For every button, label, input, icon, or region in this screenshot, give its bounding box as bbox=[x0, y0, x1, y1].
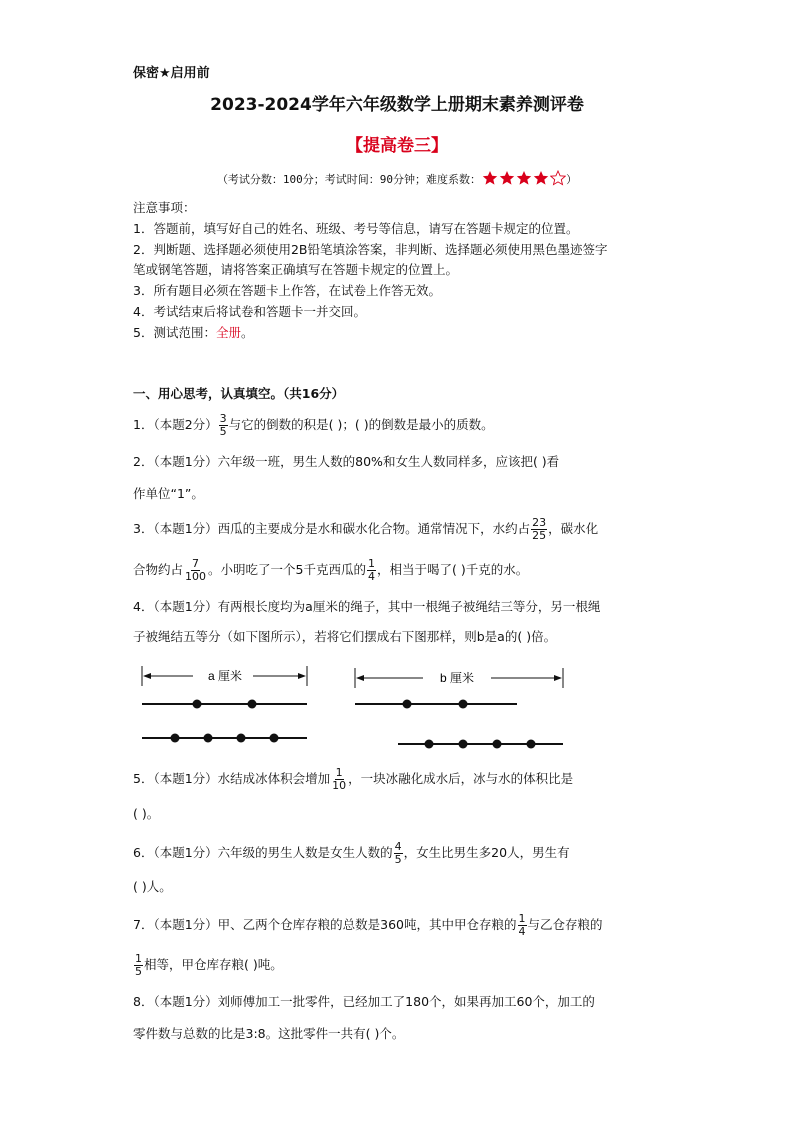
question-5-line-1 bbox=[133, 767, 573, 792]
secret-label: 保密★启用前 bbox=[133, 66, 210, 81]
notes-item: 4．考试结束后将试卷和答题卡一并交回。 bbox=[133, 304, 366, 319]
fraction bbox=[331, 767, 347, 792]
notes-item: 3．所有题目必须在答题卡上作答，在试卷上作答无效。 bbox=[133, 283, 441, 298]
fraction-numerator: 1 bbox=[367, 557, 375, 570]
difficulty-stars bbox=[481, 170, 566, 189]
question-7-line-1 bbox=[133, 913, 603, 938]
right-arrowhead bbox=[554, 675, 562, 681]
question-text: ，相当于喝了( )千克的水。 bbox=[376, 562, 529, 577]
exam-info-prefix: （考试分数：100分；考试时间：90分钟；难度系数： bbox=[216, 173, 482, 186]
question-text: 与乙仓存粮的 bbox=[527, 917, 603, 932]
fraction bbox=[394, 841, 403, 866]
question-text: 相等，甲仓库存粮( )吨。 bbox=[144, 957, 283, 972]
page-title: 2023-2024学年六年级数学上册期末素养测评卷 bbox=[210, 95, 584, 115]
fraction bbox=[367, 558, 376, 583]
question-8-line-1: 8．（本题1分）刘师傅加工一批零件，已经加工了180个，如果再加工60个，加工的 bbox=[133, 994, 595, 1009]
rope-knot bbox=[459, 700, 468, 709]
notes-item: 2．判断题、选择题必须使用2B铅笔填涂答案，非判断、选择题必须使用黑色墨迹签字 bbox=[133, 242, 608, 257]
fraction bbox=[184, 558, 207, 583]
question-3-line-2 bbox=[133, 558, 528, 583]
section-heading: 一、用心思考，认真填空。（共16分） bbox=[133, 386, 345, 401]
rope-knot bbox=[248, 700, 257, 709]
question-text: ，女生比男生多20人，男生有 bbox=[403, 845, 570, 860]
question-7-line-2 bbox=[133, 953, 283, 978]
notes-item: 1．答题前，填写好自己的姓名、班级、考号等信息，请写在答题卡规定的位置。 bbox=[133, 221, 579, 236]
notes-scope bbox=[133, 324, 254, 342]
question-text: 合物约占 bbox=[133, 562, 184, 577]
question-2-line-1: 2．（本题1分）六年级一班，男生人数的80%和女生人数同样多，应该把( )看 bbox=[133, 454, 560, 469]
label-a: a 厘米 bbox=[207, 669, 243, 683]
question-6-line-2: ( )人。 bbox=[133, 879, 172, 894]
question-text: 6．（本题1分）六年级的男生人数是女生人数的 bbox=[133, 845, 393, 860]
exam-info bbox=[0, 170, 794, 189]
fraction-numerator: 3 bbox=[219, 412, 227, 425]
question-text: ，一块冰融化成水后，冰与水的体积比是 bbox=[348, 771, 574, 786]
rope-knot bbox=[204, 734, 213, 743]
question-8-line-2: 零件数与总数的比是3:8。这批零件一共有( )个。 bbox=[133, 1026, 405, 1041]
fraction-numerator: 1 bbox=[518, 912, 526, 925]
star-filled-icon bbox=[482, 170, 498, 186]
fraction-denominator: 5 bbox=[135, 965, 142, 978]
exam-info-suffix: ） bbox=[566, 173, 578, 186]
left-arrowhead bbox=[356, 675, 364, 681]
rope-knot bbox=[270, 734, 279, 743]
left-arrowhead bbox=[143, 673, 151, 679]
notes-item: 笔或钢笔答题，请将答案正确填写在答题卡规定的位置上。 bbox=[133, 262, 459, 277]
fraction-denominator: 5 bbox=[394, 853, 402, 866]
rope-knot bbox=[425, 740, 434, 749]
fraction bbox=[518, 913, 527, 938]
rope-knot bbox=[237, 734, 246, 743]
fraction bbox=[531, 517, 547, 542]
question-4-line-1: 4．（本题1分）有两根长度均为a厘米的绳子，其中一根绳子被绳结三等分，另一根绳 bbox=[133, 599, 601, 614]
question-text: 5．（本题1分）水结成冰体积会增加 bbox=[133, 771, 331, 786]
fraction bbox=[219, 413, 228, 438]
rope-diagram-svg bbox=[133, 658, 573, 758]
star-filled-icon bbox=[499, 170, 515, 186]
fraction-numerator: 1 bbox=[135, 952, 142, 965]
fraction bbox=[134, 953, 143, 978]
question-1 bbox=[133, 413, 494, 438]
right-arrowhead bbox=[298, 673, 306, 679]
fraction-denominator: 5 bbox=[219, 425, 227, 438]
fraction-numerator: 1 bbox=[335, 766, 343, 779]
rope-knot bbox=[493, 740, 502, 749]
question-text: 7．（本题1分）甲、乙两个仓库存粮的总数是360吨，其中甲仓存粮的 bbox=[133, 917, 517, 932]
question-5-line-2: ( )。 bbox=[133, 806, 160, 821]
rope-knot bbox=[171, 734, 180, 743]
fraction-numerator: 4 bbox=[394, 840, 402, 853]
question-text: 与它的倒数的积是( )；( )的倒数是最小的质数。 bbox=[228, 417, 494, 432]
rope-diagram bbox=[133, 658, 573, 758]
question-text: 。小明吃了一个5千克西瓜的 bbox=[208, 562, 366, 577]
question-4-line-2: 子被绳结五等分（如下图所示），若将它们摆成右下图那样，则b是a的( )倍。 bbox=[133, 629, 557, 644]
fraction-denominator: 4 bbox=[367, 570, 375, 583]
fraction-denominator: 100 bbox=[185, 570, 207, 583]
question-3-line-1 bbox=[133, 517, 598, 542]
star-filled-icon bbox=[533, 170, 549, 186]
fraction-numerator: 7 bbox=[192, 557, 200, 570]
rope-knot bbox=[193, 700, 202, 709]
scope-label: 5．测试范围： bbox=[133, 325, 216, 340]
scope-end: 。 bbox=[240, 325, 254, 340]
scope-value: 全册 bbox=[215, 325, 241, 340]
question-2-line-2: 作单位“1”。 bbox=[133, 486, 204, 501]
star-empty-icon bbox=[550, 170, 566, 186]
notes-heading: 注意事项： bbox=[133, 200, 196, 215]
fraction-denominator: 4 bbox=[518, 925, 526, 938]
question-6-line-1 bbox=[133, 841, 570, 866]
star-filled-icon bbox=[516, 170, 532, 186]
page-subtitle: 【提高卷三】 bbox=[346, 136, 448, 156]
rope-knot bbox=[403, 700, 412, 709]
fraction-numerator: 23 bbox=[532, 516, 547, 529]
question-text: 3．（本题1分）西瓜的主要成分是水和碳水化合物。通常情况下，水约占 bbox=[133, 521, 531, 536]
question-text: 1．（本题2分） bbox=[133, 417, 218, 432]
fraction-denominator: 25 bbox=[532, 529, 547, 542]
question-text: ，碳水化 bbox=[548, 521, 599, 536]
fraction-denominator: 10 bbox=[332, 779, 347, 792]
rope-knot bbox=[459, 740, 468, 749]
label-b: b 厘米 bbox=[439, 671, 475, 685]
rope-knot bbox=[527, 740, 536, 749]
